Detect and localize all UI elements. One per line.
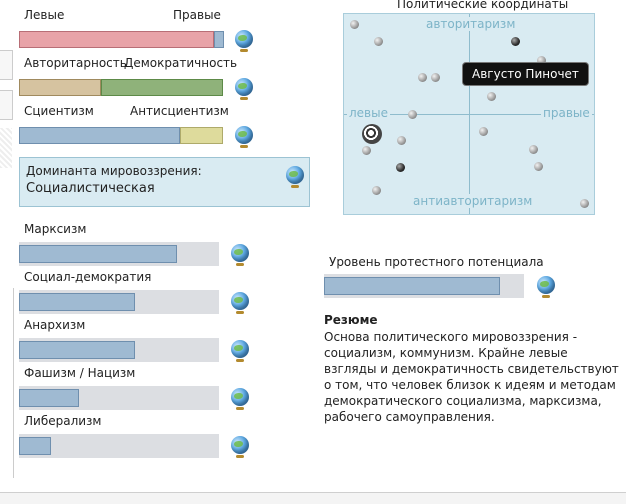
person-dot[interactable] [396,163,405,172]
dominant-value: Социалистическая [26,181,155,196]
person-dot[interactable] [479,127,488,136]
person-dot[interactable] [362,146,371,155]
globe-icon[interactable] [286,166,304,184]
ideology-fill [19,341,135,359]
person-dot[interactable] [372,186,381,195]
dominant-box [19,157,310,207]
scient-fill [19,127,180,144]
bottom-strip [0,493,626,504]
globe-icon[interactable] [231,292,249,310]
resume-title: Резюме [324,313,378,327]
axis-right-label: правые [543,106,590,120]
left-edge-panel [0,50,13,80]
globe-icon[interactable] [537,276,555,294]
political-coordinates-chart[interactable] [343,13,595,215]
globe-icon[interactable] [235,30,253,48]
ideology-fill [19,293,135,311]
person-dot[interactable] [529,145,538,154]
globe-icon[interactable] [231,388,249,406]
scale-left-label: Сциентизм [24,104,94,118]
person-dot[interactable] [418,73,427,82]
person-dot[interactable] [534,162,543,171]
ideology-label: Анархизм [24,318,86,332]
antiscient-fill [180,127,223,144]
person-dot[interactable] [580,199,589,208]
left-edge-pattern [0,128,12,168]
protest-label: Уровень протестного потенциала [329,255,544,269]
ideology-fill [19,389,79,407]
left-fill [19,31,214,48]
chart-title: Политические координаты [397,0,569,11]
ideology-label: Фашизм / Нацизм [24,366,136,380]
ideology-fill [19,437,51,455]
globe-icon[interactable] [231,436,249,454]
globe-icon[interactable] [231,244,249,262]
dominant-label: Доминанта мировоззрения: [26,164,202,178]
left-right-scale-bar [19,31,224,48]
person-tooltip [462,62,589,86]
scale-right-label: Демократичность [124,56,238,70]
globe-icon[interactable] [231,340,249,358]
ideology-label: Марксизм [24,222,87,236]
dem-fill [101,79,223,96]
ideology-fill [19,245,177,263]
resume-text: Основа политического мировоззрения - социализм, коммунизм. Крайне левые взгляды и демократичность свидетельствуют о том, что человек близок к идеям и методам демократического социализма, марксизма, рабочего самоуправления. [324,330,619,424]
globe-icon[interactable] [235,78,253,96]
left-edge-panel [0,90,13,120]
person-dot[interactable] [397,136,406,145]
axis-bottom-label: антиавторитаризм [413,194,533,208]
person-dot[interactable] [511,37,520,46]
auth-dem-scale-bar [19,79,223,96]
scale-right-label: Правые [173,8,221,22]
ideology-label: Либерализм [24,414,102,428]
person-dot[interactable] [487,92,496,101]
ideology-label: Социал-демократия [24,270,152,284]
tooltip-text: Августо Пиночет [472,67,579,81]
left-edge-line [13,288,14,478]
axis-top-label: авторитаризм [426,17,516,31]
protest-fill [324,277,500,295]
person-dot[interactable] [350,20,359,29]
globe-icon[interactable] [235,126,253,144]
right-fill [214,31,224,48]
auth-fill [19,79,101,96]
person-dot[interactable] [408,110,417,119]
scale-left-label: Левые [24,8,65,22]
person-dot[interactable] [431,73,440,82]
axis-left-label: левые [349,106,388,120]
scale-right-label: Антисциентизм [130,104,229,118]
scient-scale-bar [19,127,223,144]
person-dot[interactable] [374,37,383,46]
scale-left-label: Авторитарность [24,56,127,70]
user-position-marker[interactable] [362,124,382,144]
